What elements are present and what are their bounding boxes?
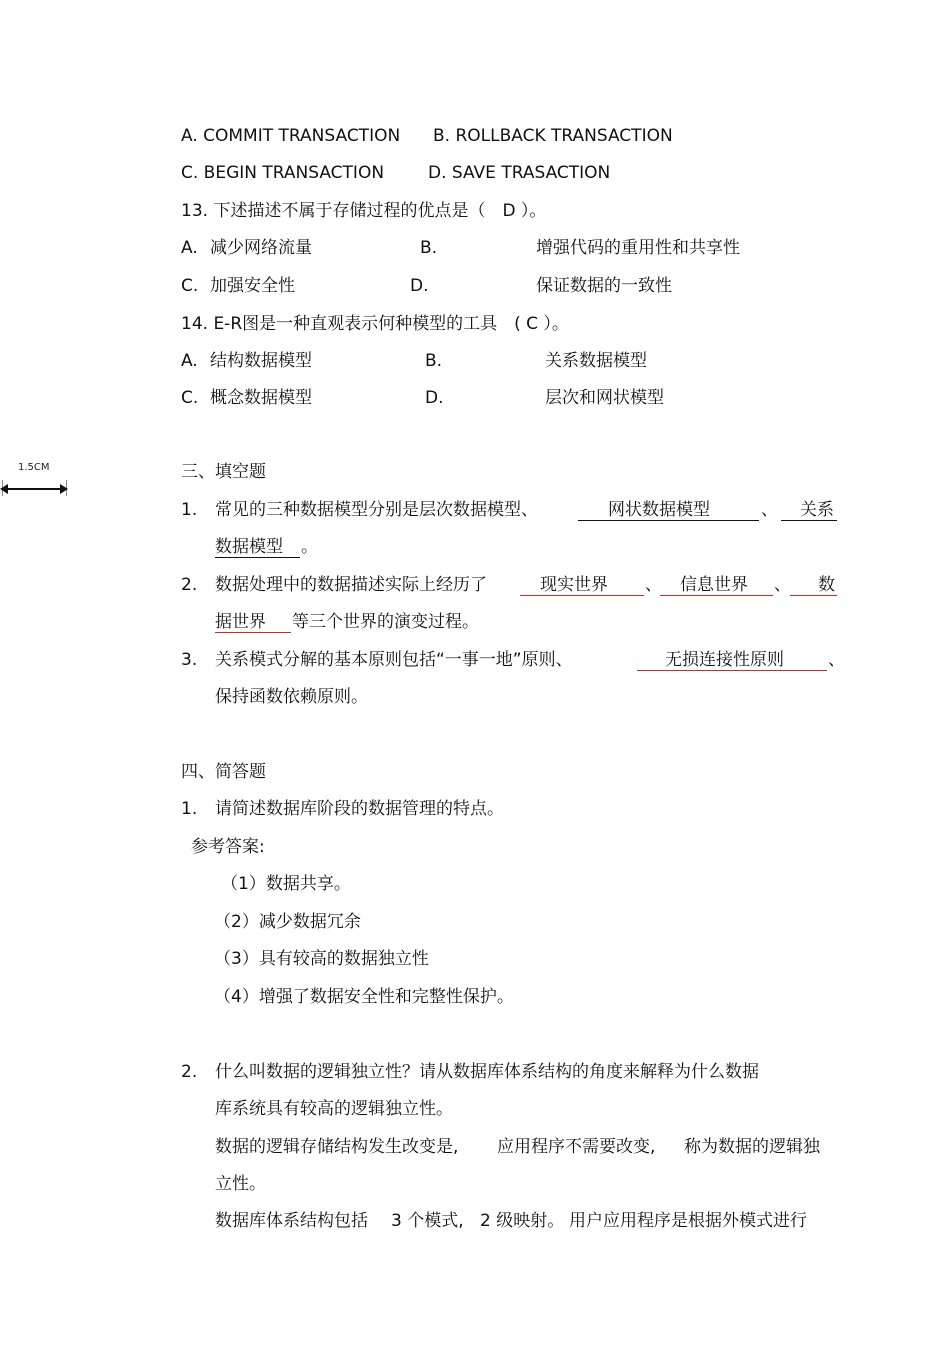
fill3-separator: 、	[828, 650, 845, 670]
q13-stem: 13. 下述描述不属于存储过程的优点是（ D ）。	[181, 201, 547, 221]
short1-answer-1: （1）数据共享。	[221, 874, 351, 894]
fill1-text: 常见的三种数据模型分别是层次数据模型、	[215, 500, 538, 520]
short1-answer-3: （3）具有较高的数据独立性	[214, 949, 429, 969]
short2-answer-p2: 立性。	[215, 1174, 266, 1194]
fill2-number: 2.	[181, 575, 198, 595]
q12-option-a: A. COMMIT TRANSACTION	[181, 126, 401, 146]
ruler-label: 1.5CM	[18, 462, 50, 473]
q13-option-d-label: D.	[410, 276, 429, 296]
ruler-arrow-left-icon	[0, 484, 8, 494]
fill1-separator: 、	[761, 500, 778, 520]
ruler-arrow-right-icon	[60, 484, 68, 494]
fill1-blank2-answer-b: 数据模型	[215, 537, 283, 557]
q13-option-c-text: 加强安全性	[210, 276, 295, 296]
short1-question: 请简述数据库阶段的数据管理的特点。	[215, 799, 504, 819]
q13-option-d-text: 保证数据的一致性	[536, 276, 672, 296]
fill2-separator2: 、	[774, 575, 791, 595]
short2-question-line2: 库系统具有较高的逻辑独立性。	[215, 1099, 453, 1119]
fill1-blank2-answer-a: 关系	[800, 500, 834, 520]
fill2-end: 等三个世界的演变过程。	[292, 612, 479, 632]
fill3-line2: 保持函数依赖原则。	[215, 687, 368, 707]
q14-option-b-label: B.	[425, 351, 443, 371]
fill3-number: 3.	[181, 650, 198, 670]
q14-stem: 14. E-R图是一种直观表示何种模型的工具 ( C ）。	[181, 314, 569, 334]
q13-option-b-text: 增强代码的重用性和共享性	[536, 238, 740, 258]
fill3-blank1-answer: 无损连接性原则	[665, 650, 784, 670]
q14-option-a-label: A.	[181, 351, 198, 371]
short2-answer-p1c: 称为数据的逻辑独	[684, 1137, 820, 1157]
short2-answer-p3a: 数据库体系结构包括	[215, 1211, 368, 1231]
q13-option-a-label: A.	[181, 238, 198, 258]
fill1-end: 。	[301, 537, 318, 557]
fill1-number: 1.	[181, 500, 198, 520]
fill2-blank2-answer: 信息世界	[680, 575, 748, 595]
fill2-blank3-answer-b: 据世界	[215, 612, 266, 632]
short1-answer-2: （2）减少数据冗余	[214, 912, 361, 932]
q13-option-b-label: B.	[420, 238, 438, 258]
q13-option-a-text: 减少网络流量	[210, 238, 312, 258]
q14-option-d-label: D.	[425, 388, 444, 408]
q12-option-b: B. ROLLBACK TRANSACTION	[433, 126, 673, 146]
short2-question-line1: 什么叫数据的逻辑独立性？请从数据库体系结构的角度来解释为什么数据	[215, 1062, 759, 1082]
short2-answer-p1b: 应用程序不需要改变,	[497, 1137, 656, 1157]
q12-option-c: C. BEGIN TRANSACTION	[181, 163, 385, 183]
short2-number: 2.	[181, 1062, 198, 1082]
section4-title: 四、简答题	[181, 762, 266, 782]
q13-option-c-label: C.	[181, 276, 199, 296]
fill2-separator1: 、	[645, 575, 662, 595]
q14-option-b-text: 关系数据模型	[545, 351, 647, 371]
section3-title: 三、填空题	[181, 462, 266, 482]
short2-answer-p1a: 数据的逻辑存储结构发生改变是,	[215, 1137, 459, 1157]
short1-reference-label: 参考答案:	[191, 837, 265, 857]
q14-option-d-text: 层次和网状模型	[545, 388, 664, 408]
short1-answer-4: （4）增强了数据安全性和完整性保护。	[214, 987, 514, 1007]
fill3-text: 关系模式分解的基本原则包括“一事一地”原则、	[215, 650, 573, 670]
short2-answer-p3c: 2 级映射。	[480, 1211, 565, 1231]
short1-number: 1.	[181, 799, 198, 819]
q14-option-c-text: 概念数据模型	[210, 388, 312, 408]
ruler-line	[2, 488, 66, 490]
fill2-blank3-answer-a: 数	[818, 575, 835, 595]
fill2-blank1-answer: 现实世界	[540, 575, 608, 595]
short2-answer-p3d: 用户应用程序是根据外模式进行	[569, 1211, 807, 1231]
short2-answer-p3b: 3 个模式,	[391, 1211, 464, 1231]
q12-option-d: D. SAVE TRASACTION	[428, 163, 611, 183]
fill1-blank1-answer: 网状数据模型	[608, 500, 710, 520]
q14-option-a-text: 结构数据模型	[210, 351, 312, 371]
q14-option-c-label: C.	[181, 388, 199, 408]
fill2-text: 数据处理中的数据描述实际上经历了	[215, 575, 487, 595]
